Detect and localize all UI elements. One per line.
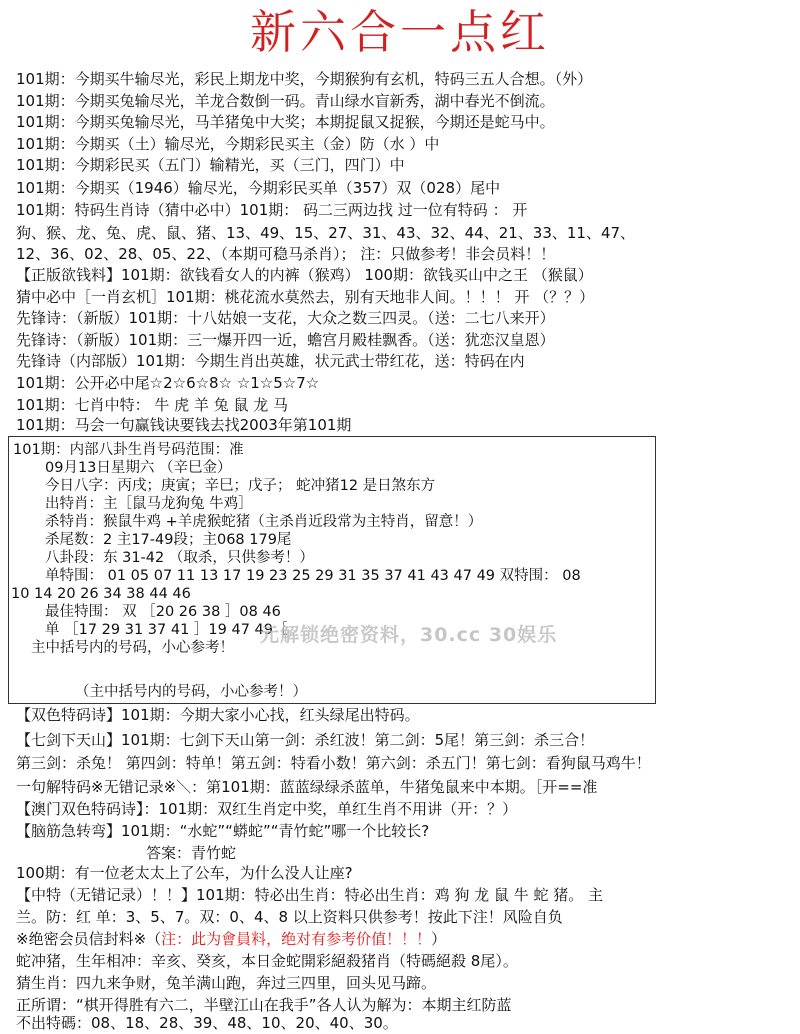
text-line: 正所谓：“棋开得胜有六二，半壁江山在我手”各人认为解为：本期主红防蓝 [16,996,512,1014]
text-line: 101期：特码生肖诗（猜中必中）101期： 码二三两边找 过一位有特码 ： 开 [16,201,528,219]
watermark-site: 30.cc 30娱乐 [420,624,558,646]
box-line: 主中括号内的号码，小心参考！ [31,640,234,656]
box-line: 八卦段：东 31-42 （取杀，只供参考！） [45,550,314,566]
text-line: 【正版欲钱料】101期：欲钱看女人的内裤（猴鸡） 100期：欲钱买山中之王 （猴鼠） [16,266,593,284]
text-line: 先锋诗：（新版）101期：十八姑娘一支花，大众之数三四灵。（送：二七八来开） [16,309,555,327]
text-line: 猜中必中［一肖玄机］101期：桃花流水莫然去，别有天地非人间。！！！ 开 （？？） [16,288,595,306]
box-line: 出特肖：主［鼠马龙狗兔 牛鸡］ [45,496,253,512]
secret-tail: ） [431,930,447,948]
text-line: 不出特碼：08、18、28、39、48、10、20、40、30。 [16,1014,398,1032]
page-title: 新六合一点红 [250,5,550,59]
text-line: 狗、猴、龙、兔、虎、鼠、猪、13、49、15、27、31、43、32、44、21、33、11、47、 [16,224,636,242]
text-line: 101期：七肖中特： 牛 虎 羊 兔 鼠 龙 马 [16,396,289,414]
box-line: （主中括号内的号码，小心参考！） [75,684,307,700]
box-line: 今日八字：丙戌；庚寅；辛巳；戊子； 蛇冲猪12 是日煞东方 [45,478,436,494]
box-line: 杀特肖：猴鼠牛鸡 +羊虎猴蛇猪（主杀肖近段常为主特肖，留意！） [45,514,483,530]
text-line: 101期：今期买兔输尽光，马羊猪兔中大奖；本期捉鼠又捉猴，今期还是蛇马中。 [16,113,555,131]
text-line: 101期：公开必中尾☆2☆6☆8☆ ☆1☆5☆7☆ [16,374,320,392]
text-line: 101期：今期彩民买（五门）输精光，买（三门，四门）中 [16,156,405,174]
box-line: 101期：内部八卦生肖号码范围：准 [13,442,244,458]
watermark [260,620,557,647]
text-line: 101期：今期买（土）输尽光，今期彩民买主（金）防（水 ）中 [16,135,440,153]
box-line: 最佳特围： 双 ［20 26 38 ］08 46 [45,604,281,620]
secret-line [16,928,446,950]
text-line: 一句解特码※无错记录※＼：第101期：蓝蓝绿绿杀蓝单，牛猪兔鼠来中本期。［开==准 [16,778,598,796]
text-line: 100期：有一位老太太上了公车，为什么没人让座? [16,864,353,882]
text-line: 【七剑下天山】101期：七剑下天山第一剑：杀红波！第二剑：5尾！第三剑：杀三合！ [16,731,595,749]
box-line: 单 ［17 29 31 37 41 ］19 47 49［ [45,622,288,638]
text-line: 先锋诗：（新版）101期：三一爆开四一近，蟾宫月殿桂飘香。（送：犹恋汉皇恩） [16,331,555,349]
text-line: 101期：今期买（1946）输尽光，今期彩民买单（357）双（028）尾中 [16,179,501,197]
text-line: 先锋诗（内部版）101期：今期生肖出英雄，状元武士带红花，送：特码在内 [16,352,525,370]
text-line: 【双色特码诗】101期：今期大家小心找，红头绿尾出特码。 [16,706,420,724]
text-line: 12、36、02、28、05、22、（本期可稳马杀肖）； 注：只做参考！非会员料！！ [16,245,556,263]
text-line: 101期：今期买牛输尽光，彩民上期龙中奖，今期猴狗有玄机，特码三五人合想。（外） [16,70,593,88]
text-line: 蛇冲猪，生年相冲：辛亥、癸亥，本日金蛇開彩絕殺猪肖（特碼絕殺 8尾）。 [16,952,518,970]
text-line: 【中特（无错记录）！！】101期：特必出生肖：特必出生肖：鸡 狗 龙 鼠 牛 蛇 猪。 主 [16,886,604,904]
box-line: 杀尾数：2 主17-49段；主068 179尾 [45,532,292,548]
box-line: 09月13日星期六 （辛巳金） [45,460,232,476]
text-line: 答案：青竹蛇 [146,844,237,862]
secret-label: ※绝密会员信封料※（ [16,930,162,948]
watermark-prefix: 元解锁绝密资料， [260,624,421,646]
text-line: 101期：马会一句赢钱诀要钱去找2003年第101期 [16,416,352,434]
text-line: 兰。防：红 单：3、5、7。双：0、4、8 以上资料只供参考！按此下注！风险自负 [16,908,563,926]
text-line: 猜生肖：四九来争财，兔羊满山跑，奔过三四里，回头见马蹄。 [16,974,437,992]
box-line: 10 14 20 26 34 38 44 46 [11,586,191,602]
text-line: 【脑筋急转弯】101期：“水蛇”“蟒蛇”“青竹蛇”哪一个比较长? [16,822,430,840]
box-line: 单特围： 01 05 07 11 13 17 19 23 25 29 31 35 37 41 43 47 49 双特围： 08 [45,568,581,584]
secret-note: 注：此为會員料，绝对有参考价值！！！ [161,930,432,948]
text-line: 【澳门双色特码诗】：101期：双红生肖定中奖，单红生肖不用讲（开：？） [16,800,518,818]
text-line: 101期：今期买兔输尽光，羊龙合数倒一码。青山绿水盲新秀，湖中春光不倒流。 [16,92,555,110]
bagua-box [8,436,656,704]
text-line: 第三剑：杀兔！ 第四剑：特单！第五剑：特看小数！第六剑：杀五门！第七剑：看狗鼠马鸡牛！ [16,754,651,772]
